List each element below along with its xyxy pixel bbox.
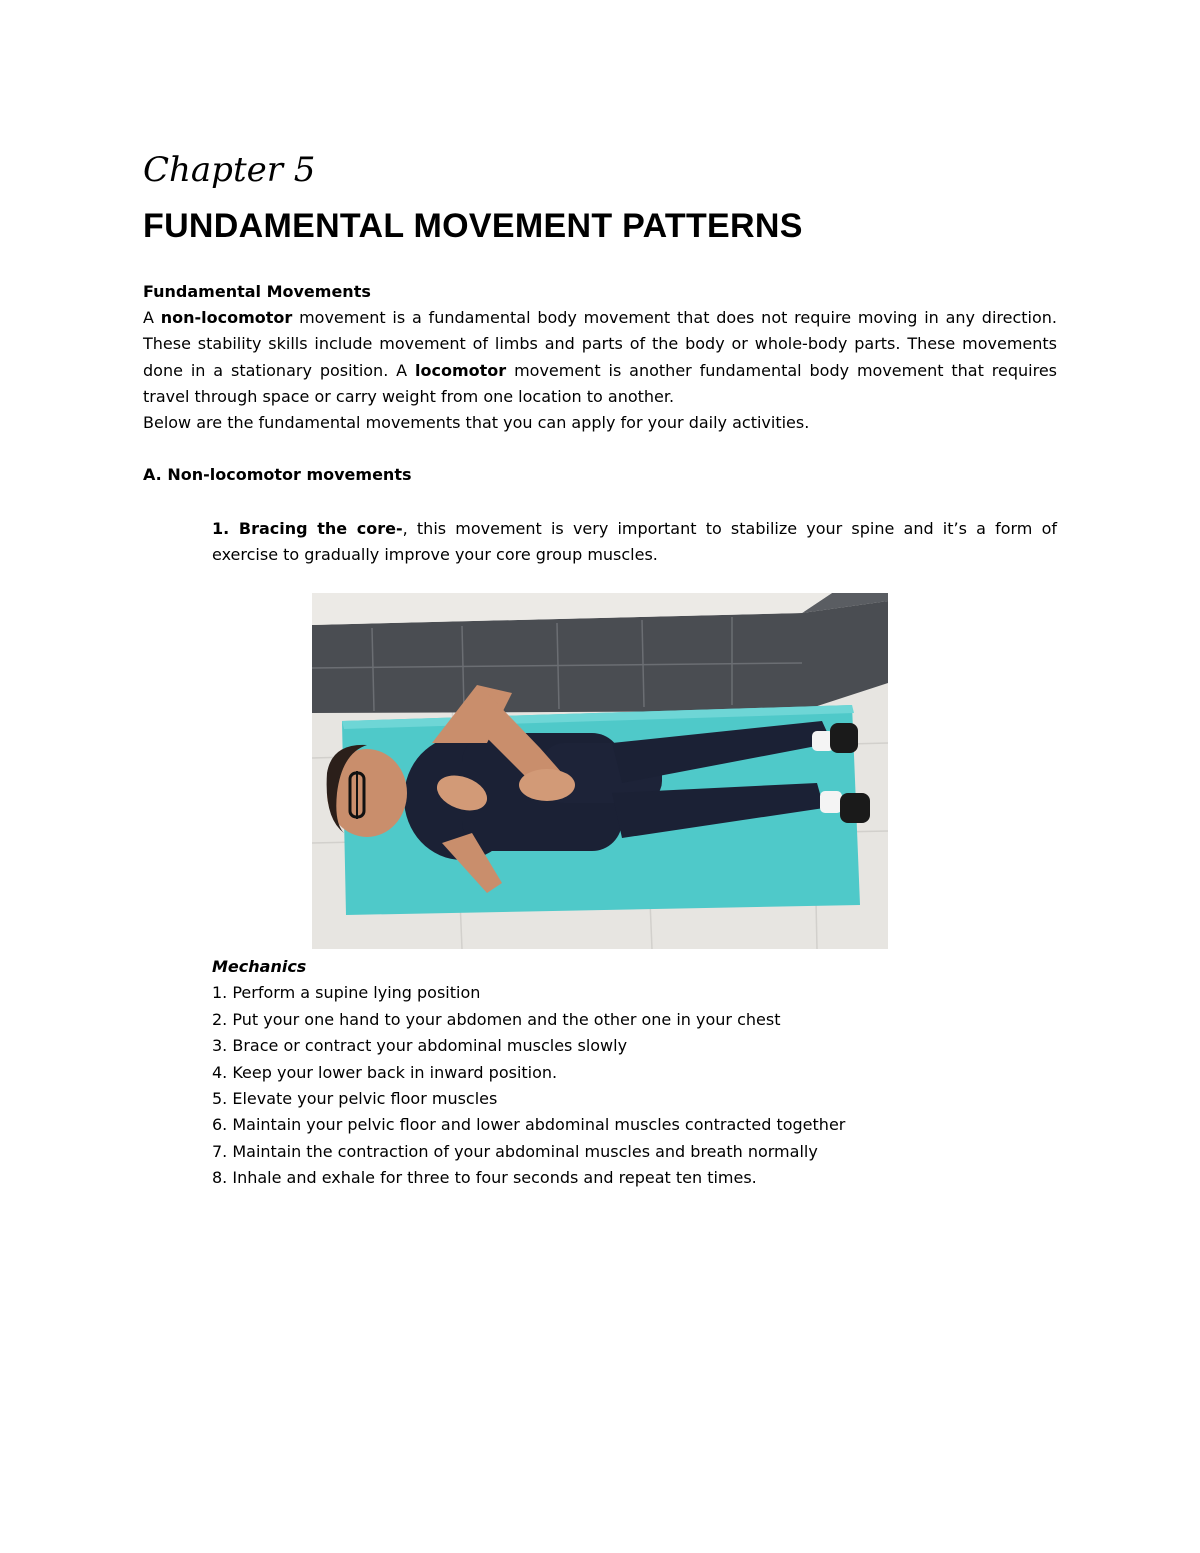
step-text: Maintain your pelvic floor and lower abdominal muscles contracted together [227,1115,846,1135]
list-item [212,1086,1062,1112]
step-number: 8. [212,1168,228,1188]
intro-heading-text: Fundamental Movements [143,282,371,301]
step-text: Put your one hand to your abdomen and the other one in your chest [227,1009,781,1029]
step-text: Elevate your pelvic floor muscles [227,1089,498,1109]
list-item [212,980,1062,1006]
mechanics-title: Mechanics [212,957,307,976]
step-text: Keep your lower back in inward position. [227,1062,558,1082]
section-a-heading: A. Non-locomotor movements [143,465,412,484]
intro-text-a: A [143,308,161,328]
intro-heading [143,279,1057,305]
step-number: 1. [212,983,228,1003]
step-number: 2. [212,1009,228,1029]
intro-section [143,279,1057,436]
intro-text-c: movement is another fundamental body movement that requires travel through space or carry weight from one location to another. [143,360,1057,406]
exercise-photo-icon [312,593,888,949]
intro-text-b: movement is a fundamental body movement that does not require moving in any direction. These stability skills include movement of limbs and parts of the body or whole-body parts. These movements done in a stationary position. A [143,308,1057,380]
mechanics-section [212,954,1062,1192]
step-text: Perform a supine lying position [227,983,481,1003]
item-bracing-core [212,516,1057,568]
item-bracing-core-text: , this movement is very important to stabilize your spine and it’s a form of exercise to gradually improve your core group muscles. [212,519,1057,565]
list-item [212,1165,1062,1191]
step-number: 7. [212,1141,228,1161]
page-title: FUNDAMENTAL MOVEMENT PATTERNS [143,207,803,245]
step-number: 5. [212,1089,228,1109]
intro-paragraph [143,305,1057,410]
item-bracing-core-label: 1. Bracing the core- [212,519,403,538]
list-item [212,1060,1062,1086]
chapter-label: Chapter 5 [143,150,316,190]
list-item [212,1033,1062,1059]
exercise-photo [312,593,888,949]
step-text: Maintain the contraction of your abdominal muscles and breath normally [227,1141,818,1161]
term-locomotor: locomotor [415,360,507,380]
step-number: 6. [212,1115,228,1135]
list-item [212,1139,1062,1165]
list-item [212,1112,1062,1138]
step-number: 3. [212,1036,228,1056]
step-text: Inhale and exhale for three to four seconds and repeat ten times. [227,1168,757,1188]
list-item [212,1007,1062,1033]
step-text: Brace or contract your abdominal muscles slowly [227,1036,628,1056]
intro-below: Below are the fundamental movements that you can apply for your daily activities. [143,413,810,433]
mechanics-steps [212,980,1062,1191]
step-number: 4. [212,1062,228,1082]
term-non-locomotor: non-locomotor [160,308,293,328]
